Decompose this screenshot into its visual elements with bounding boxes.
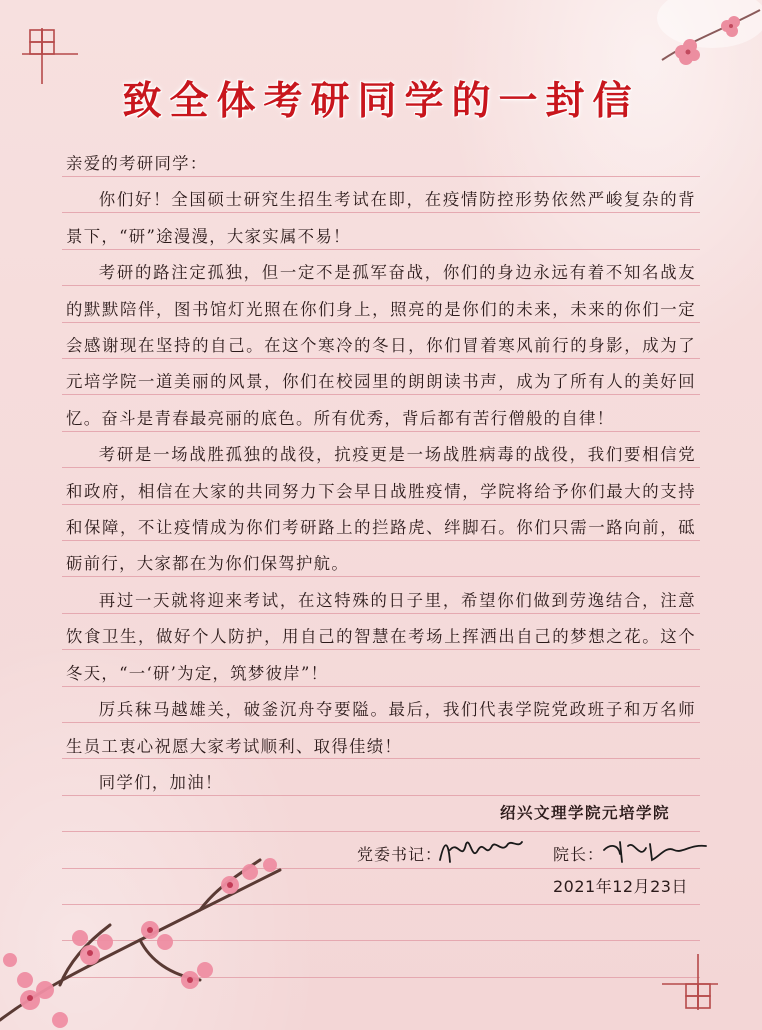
secretary-handwritten-signature [436, 832, 526, 868]
letter-paragraph: 考研是一场战胜孤独的战役，抗疫更是一场战胜病毒的战役，我们要相信党和政府，相信在大家的共同努力下会早日战胜疫情，学院将给予你们最大的支持和保障，不让疫情成为你们考研路上的拦路虎、绊脚石。你们只需一路向前，砥砺前行，大家都在为你们保驾护航。 [66, 445, 696, 574]
letter-title: 致全体考研同学的一封信 [122, 78, 640, 124]
dean-handwritten-signature [600, 836, 710, 866]
letter-paragraph: 再过一天就将迎来考试，在这特殊的日子里，希望你们做到劳逸结合，注意饮食卫生，做好个人防护，用自己的智慧在考场上挥洒出自己的梦想之花。这个冬天，“一‘研’为定，筑梦彼岸”！ [66, 590, 696, 683]
letter-body [66, 146, 696, 801]
letter-paragraph: 你们好！全国硕士研究生招生考试在即，在疫情防控形势依然严峻复杂的背景下，“研”途漫漫，大家实属不易！ [66, 190, 696, 246]
corner-ornament-bottom-right [660, 952, 720, 1012]
letter-paragraph: 厉兵秣马越雄关，破釜沉舟夺要隘。最后，我们代表学院党政班子和万名师生员工衷心祝愿大家考试顺利、取得佳绩！ [66, 700, 696, 756]
letter-date: 2021年12月23日 [553, 877, 688, 896]
secretary-label: 党委书记： [357, 845, 443, 864]
letter-paragraph: 考研的路注定孤独，但一定不是孤军奋战，你们的身边永远有着不知名战友的默默陪伴，图书馆灯光照在你们身上，照亮的是你们的未来，未来的你们一定会感谢现在坚持的自己。在这个寒冷的冬日，你们冒着寒风前行的身影，成为了元培学院一道美丽的风景，你们在校园里的朗朗读书声，成为了所有人的美好回忆。奋斗是青春最亮丽的底色。所有优秀，背后都有苦行僧般的自律！ [66, 263, 696, 428]
letter-paragraph: 同学们，加油！ [98, 772, 223, 792]
signing-organization: 绍兴文理学院元培学院 [500, 803, 671, 822]
letter-greeting: 亲爱的考研同学： [66, 154, 208, 173]
plum-blossom-decoration-bottom-left [0, 830, 300, 1030]
dean-label: 院长： [553, 845, 605, 864]
